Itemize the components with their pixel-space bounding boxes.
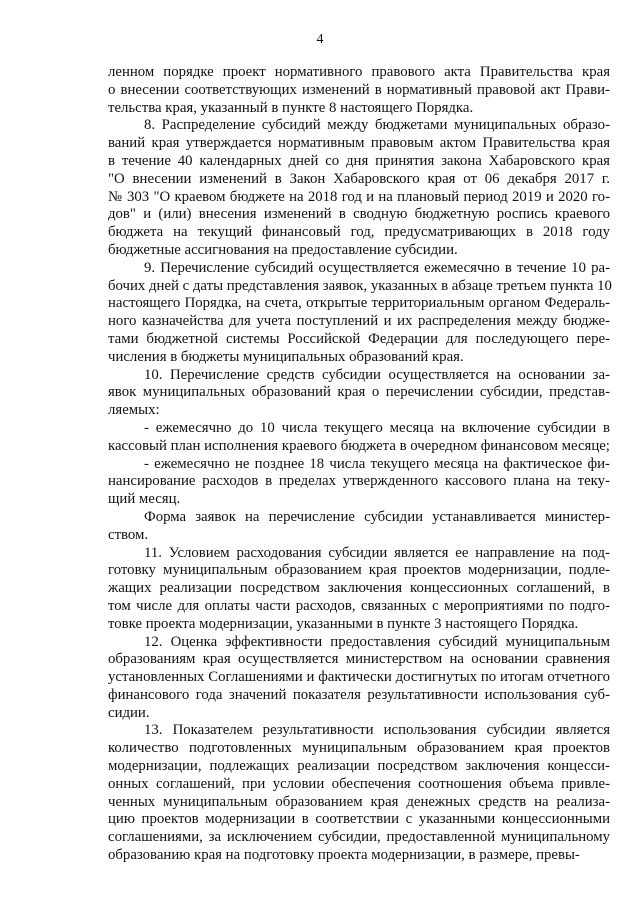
text-line: цию проектов модернизации в соответствии с указанными концессионными [108,811,610,828]
text-line: соглашениями, за исключением субсидии, предоставленной муниципальному [108,829,610,846]
text-line: дов" и (или) внесения изменений в сводную бюджетную роспись краевого [108,206,610,223]
text-line: о внесении соответствующих изменений в нормативный правовой акт Прави- [108,81,610,98]
text-line: товке проекта модернизации, указанными в пункте 3 настоящего Порядка. [108,615,579,632]
text-line: 9. Перечисление субсидий осуществляется ежемесячно в течение 10 ра- [144,259,610,276]
text-line: числения в бюджеты муниципальных образований края. [108,348,464,365]
text-line: 11. Условием расходования субсидии является ее направление на под- [144,544,610,561]
document-body [108,64,610,865]
text-line: бюджета на текущий финансовый год, предусматривающих в 2018 году [108,224,610,241]
paragraph [108,722,610,864]
text-line: образованиям края осуществляется министерством на основании сравнения [108,651,610,668]
text-line: финансового года значений показателя результативности использования суб- [108,686,610,703]
text-line: - ежемесячно до 10 числа текущего месяца на включение субсидии в [144,419,610,436]
text-line: готовку муниципальным образованием края проектов модернизации, подле- [108,562,610,579]
text-line: тельства края, указанный в пункте 8 настоящего Порядка. [108,99,474,116]
text-line: "О внесении изменений в Закон Хабаровского края от 06 декабря 2017 г. [108,170,610,187]
text-line: в течение 40 календарных дней со дня принятия закона Хабаровского края [108,152,610,169]
text-line: настоящего Порядка, на счета, открытые территориальным органом Федераль- [108,295,610,312]
text-line: ленном порядке проект нормативного правового акта Правительства края [108,64,610,80]
text-line: установленных Соглашениями и фактически достигнутых по итогам отчетного [108,669,610,686]
page-number: 4 [316,32,324,47]
text-line: бюджетные ассигнования на предоставление субсидии. [108,241,458,258]
text-line: 13. Показателем результативности использования субсидии является [144,722,610,739]
paragraph [108,420,610,456]
text-line: 12. Оценка эффективности предоставления субсидий муниципальным [144,633,610,650]
text-line: образованию края на подготовку проекта модернизации, в размере, превы- [108,847,580,864]
text-line: ного казначейства для учета поступлений и их распределения между бюдже- [108,313,610,330]
paragraph [108,509,610,545]
text-line: явок муниципальных образований края о перечислении субсидии, представ- [108,384,610,401]
text-line: количество подготовленных муниципальным образованием края проектов [108,740,610,757]
text-line: том числе для оплаты части расходов, связанных с мероприятиями по подго- [108,597,610,614]
paragraph [108,634,610,723]
text-line: жащих реализации посредством заключения концессионных соглашений, в [108,580,610,597]
text-line: ченных муниципальным образованием края денежных средств на реализа- [108,793,610,810]
text-line: щий месяц. [108,491,181,508]
text-line: - ежемесячно не позднее 18 числа текущего месяца на фактическое фи- [144,455,610,472]
text-line: нансирование расходов в пределах утвержденного кассового плана на теку- [108,473,610,490]
text-line: онных соглашений, при условии обеспечения соотношения объема привле- [108,775,610,792]
text-line: 10. Перечисление средств субсидии осуществляется на основании за- [144,366,610,383]
text-line: ством. [108,526,149,543]
text-line: сидии. [108,704,150,721]
text-line: кассовый план исполнения краевого бюджета в очередном финансовом месяце; [108,437,610,454]
paragraph [108,456,610,509]
paragraph [108,260,610,367]
text-line: ляемых: [108,402,160,419]
text-line: модернизации, подлежащих реализации посредством заключения концесси- [108,758,610,775]
text-line: тами бюджетной системы Российской Федерации для последующего пере- [108,330,610,347]
text-line: бочих дней с даты представления заявок, указанных в абзаце третьем пункта 10 [108,277,612,294]
paragraph [108,545,610,634]
paragraph [108,117,610,259]
paragraph [108,367,610,420]
text-line: Форма заявок на перечисление субсидии устанавливается министер- [144,508,610,525]
text-line: № 303 "О краевом бюджете на 2018 год и на плановый период 2019 и 2020 го- [108,188,610,205]
text-line: 8. Распределение субсидий между бюджетами муниципальных образо- [144,117,610,134]
paragraph [108,64,610,117]
text-line: ваний края утверждается нормативным правовым актом Правительства края [108,135,610,152]
